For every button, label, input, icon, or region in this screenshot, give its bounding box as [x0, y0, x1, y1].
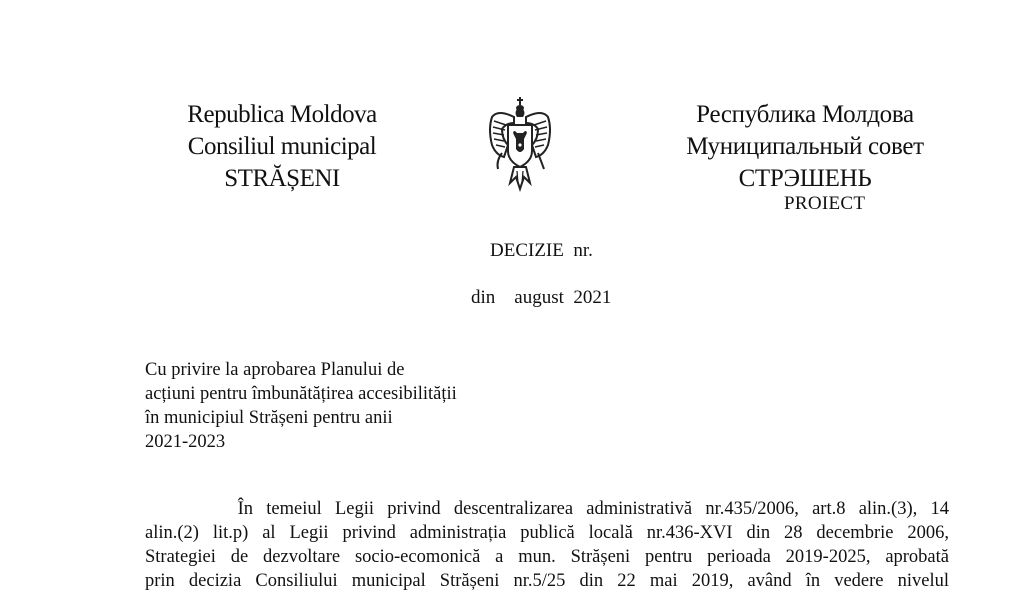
country-name-ro: Republica Moldova	[187, 101, 377, 128]
municipality-name-ro: STRĂȘENI	[224, 165, 340, 192]
country-name-ru: Республика Молдова	[696, 101, 914, 128]
council-name-ru: Муниципальный совет	[686, 133, 924, 160]
council-name-ro: Consiliul municipal	[187, 133, 377, 160]
moldova-coat-of-arms-icon	[484, 95, 556, 193]
subject-line: acțiuni pentru îmbunătățirea accesibilității	[145, 384, 457, 404]
subject-line: Cu privire la aprobarea Planului de	[145, 360, 405, 380]
body-line: În temeiul Legii privind descentralizarea administrativă nr.435/2006, art.8 alin.(3), 14	[145, 499, 949, 519]
decision-subject	[145, 358, 525, 454]
body-line: alin.(2) lit.p) al Legii privind administrația publică locală nr.436-XVI din 28 decembrie 2006,	[145, 523, 949, 543]
draft-status-label: PROIECT	[784, 193, 866, 214]
header-right	[655, 99, 955, 195]
decision-date: din august 2021	[471, 287, 612, 308]
body-line: prin decizia Consiliului municipal Strășeni nr.5/25 din 22 mai 2019, având în vedere nivelul	[145, 571, 949, 591]
municipality-name-ru: СТРЭШЕНЬ	[738, 165, 872, 192]
subject-line: în municipiul Strășeni pentru anii	[145, 408, 393, 428]
decision-body	[145, 497, 949, 593]
decision-title: DECIZIE nr.	[490, 240, 593, 261]
subject-line: 2021-2023	[145, 432, 226, 452]
header-left	[170, 99, 394, 195]
body-line: Strategiei de dezvoltare socio-ecomonică a mun. Strășeni pentru perioada 2019-2025, aprobată	[145, 547, 949, 567]
